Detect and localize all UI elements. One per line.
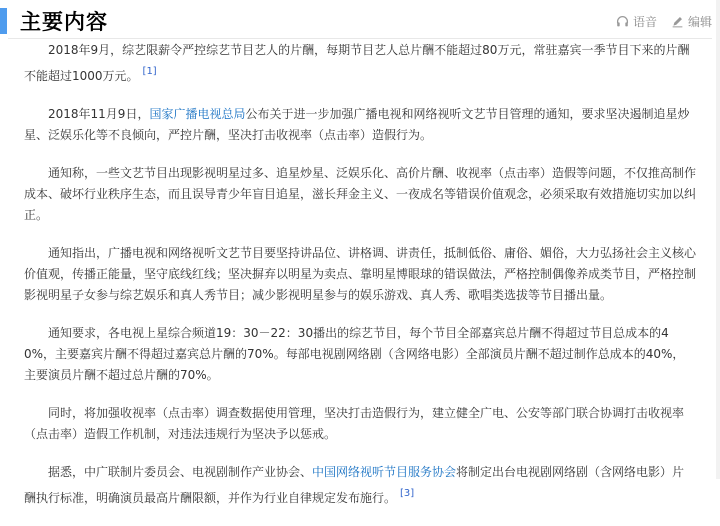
voice-button[interactable]: [616, 13, 657, 30]
section-accent-bar: [0, 8, 7, 34]
pencil-icon: [671, 15, 684, 28]
paragraph-3-text: 通知称，一些文艺节目出现影视明星过多、追星炒星、泛娱乐化、高价片酬、收视率（点击率）造假等问题，不仅推高制作成本、破坏行业秩序生态，而且误导青少年盲目追星，滋长拜金主义、一夜成名等错误价值观念，必须采取有效措施切实加以纠正。: [24, 166, 697, 222]
voice-label: 语音: [632, 14, 657, 29]
section-title: 主要内容: [20, 10, 108, 34]
header-divider: [8, 38, 712, 39]
paragraph-7-text-before: 据悉，中广联制片委员会、电视剧制作产业协会、: [48, 465, 313, 479]
paragraph-2-text-after: 公布关于进一步加强广播电视和网络视听文艺节目管理的通知，要求坚决遏制追星炒星、泛娱乐化等不良倾向，严控片酬，坚决打击收视率（点击率）造假行为。: [24, 107, 690, 142]
paragraph-7-text-after: 将制定出台电视剧网络剧（含网络电影）片酬执行标准，明确演员最高片酬限额，并作为行业自律规定发布施行。: [24, 465, 685, 505]
paragraph-4: [24, 243, 696, 306]
paragraph-2-text-before: 2018年11月9日，: [48, 107, 150, 121]
section-actions: [616, 13, 712, 30]
edit-label: 编辑: [687, 14, 712, 29]
cnsa-link[interactable]: 中国网络视听节目服务协会: [312, 465, 457, 479]
paragraph-1: [24, 40, 696, 87]
section-header: [20, 6, 712, 36]
paragraph-4-text: 通知指出，广播电视和网络视听文艺节目要坚持讲品位、讲格调、讲责任，抵制低俗、庸俗、媚俗，大力弘扬社会主义核心价值观，传播正能量，坚守底线红线；坚决摒弃以明星为卖点、靠明星博眼球的错误做法，严格控制偶像养成类节目，严格控制影视明星子女参与综艺娱乐和真人秀节目；减少影视明星参与的娱乐游戏、真人秀、歌唱类选拔等节目播出量。: [24, 246, 697, 302]
edit-button[interactable]: [671, 13, 712, 30]
paragraph-6: [24, 403, 696, 445]
paragraph-1-text: 2018年9月，综艺限薪令严控综艺节目艺人的片酬，每期节目艺人总片酬不能超过80万元，常驻嘉宾一季节目下来的片酬不能超过1000万元。: [24, 43, 690, 83]
paragraph-2: [24, 104, 696, 146]
paragraph-5-text: 通知要求，各电视上星综合频道19：30－22：30播出的综艺节目，每个节目全部嘉宾总片酬不得超过节目总成本的40%，主要嘉宾片酬不得超过嘉宾总片酬的70%。每部电视剧网络剧（含网络电影）全部演员片酬不超过制作总成本的40%，主要演员片酬不超过总片酬的70%。: [24, 326, 685, 382]
scrollbar-track[interactable]: [716, 0, 720, 479]
headphones-icon: [616, 15, 629, 28]
paragraph-6-text: 同时，将加强收视率（点击率）调查数据使用管理，坚决打击造假行为，建立健全广电、公安等部门联合协调打击收视率（点击率）造假工作机制，对违法违规行为坚决予以惩戒。: [24, 406, 685, 441]
nrta-link[interactable]: 国家广播电视总局: [149, 107, 246, 121]
paragraph-3: [24, 163, 696, 226]
reference-link-1[interactable]: [1]: [142, 66, 157, 77]
paragraph-7: [24, 462, 696, 509]
section-content: [24, 40, 696, 526]
reference-link-3[interactable]: [3]: [400, 488, 415, 499]
paragraph-5: [24, 323, 696, 386]
